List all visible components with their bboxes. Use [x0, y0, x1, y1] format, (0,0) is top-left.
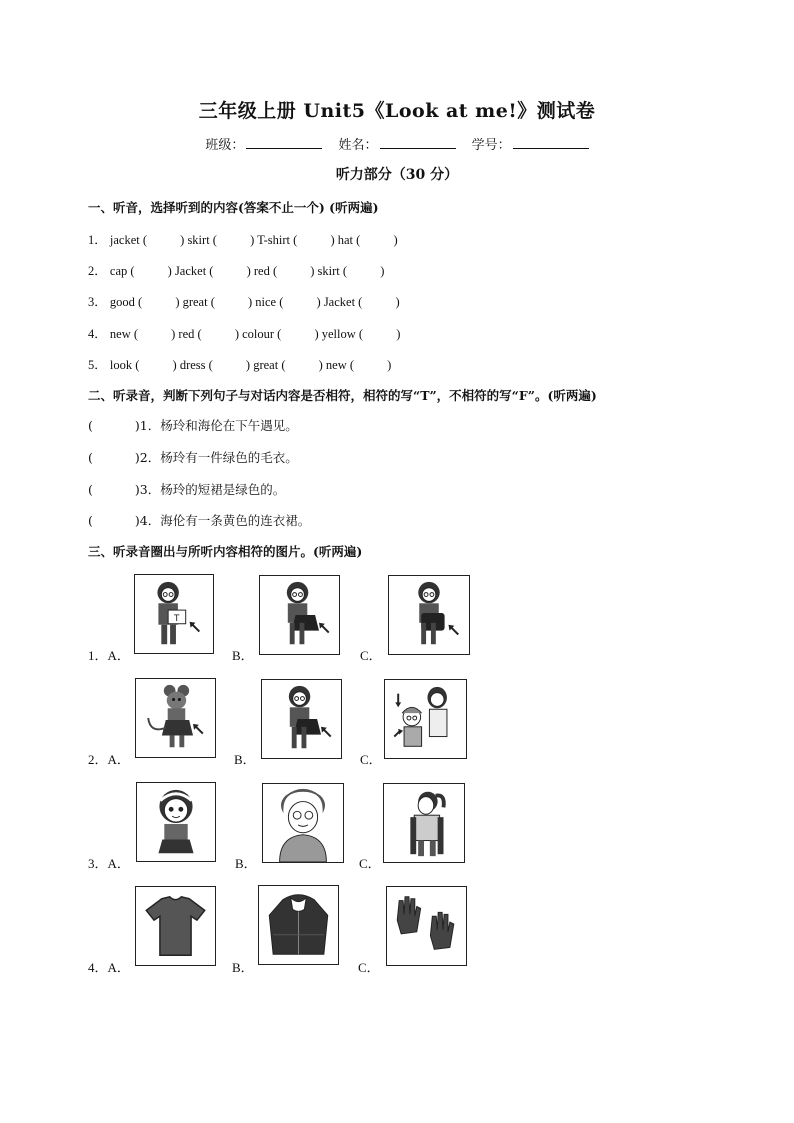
option-b-label: B．: [235, 856, 257, 871]
option-b-label: B．: [234, 752, 256, 767]
part3-heading: 三、听录音圈出与所听内容相符的图片。(听两遍): [88, 544, 363, 559]
option-text: ) Jacket (: [316, 295, 363, 309]
row-label: 1．A．: [88, 648, 130, 663]
grandma-icon: [263, 784, 343, 862]
open-paren: (: [88, 450, 93, 465]
class-label: 班级：: [205, 138, 245, 153]
row-label: 3．A．: [88, 856, 130, 871]
choice-1a[interactable]: [134, 574, 214, 654]
listening-header: 听力部分（30 分）: [335, 167, 459, 183]
option-text: cap (: [109, 264, 135, 278]
mother-daughter-icon: [385, 680, 466, 758]
option-b-label: B．: [232, 960, 254, 975]
tf-statement: )2．杨玲有一件绿色的毛衣。: [134, 450, 298, 465]
student-info: [0, 134, 794, 153]
option-text: ) T-shirt (: [250, 233, 298, 247]
row-label: 2．A．: [88, 752, 130, 767]
choice-2b[interactable]: [261, 679, 342, 759]
part2-heading: 二、听录音，判断下列句子与对话内容是否相符，相符的写“T”，不相符的写“F”。(听两遍): [88, 388, 597, 403]
option-text: ): [396, 327, 401, 341]
option-text: ): [393, 233, 398, 247]
choice-1b[interactable]: [259, 575, 340, 655]
name-blank[interactable]: [380, 136, 456, 149]
option-text: ) red (: [246, 264, 278, 278]
option-text: ) red (: [171, 327, 202, 341]
girl-skirt-icon: [260, 576, 339, 654]
gloves-icon: [387, 887, 466, 965]
option-text: ) new (: [318, 358, 355, 372]
part1-row: [88, 324, 402, 342]
option-text: ) nice (: [248, 295, 284, 309]
option-text: ) Jacket (: [167, 264, 214, 278]
choice-4a[interactable]: [135, 886, 216, 966]
row-number: 1．: [88, 233, 107, 247]
class-field[interactable]: [205, 134, 322, 153]
option-text: jacket (: [109, 233, 148, 247]
row-number: 2．: [88, 264, 107, 278]
name-label: 姓名：: [338, 138, 378, 153]
girl-skirt-icon: [262, 680, 341, 758]
tf-statement: )3．杨玲的短裙是绿色的。: [134, 482, 286, 497]
choice-3c[interactable]: [383, 783, 465, 863]
option-text: look (: [109, 358, 140, 372]
choice-3b[interactable]: [262, 783, 344, 863]
row-number: 4．: [88, 327, 107, 341]
tf-statement: )4．海伦有一条黄色的连衣裙。: [134, 513, 311, 528]
girl-jacket-icon: [389, 576, 469, 654]
row-label: 4．A．: [88, 960, 130, 975]
girl-headband-icon: [137, 783, 215, 861]
id-blank[interactable]: [513, 136, 589, 149]
option-text: ) colour (: [234, 327, 282, 341]
tf-item: [88, 448, 298, 466]
open-paren: (: [88, 418, 93, 433]
mouse-skirt-icon: [136, 679, 215, 757]
open-paren: (: [88, 513, 93, 528]
part1-row: [88, 355, 393, 373]
option-c-label: C．: [360, 648, 382, 663]
option-text: ) great (: [175, 295, 215, 309]
row-number: 5．: [88, 358, 107, 372]
option-text: ) dress (: [172, 358, 213, 372]
option-text: ): [395, 295, 400, 309]
option-text: new (: [109, 327, 139, 341]
tf-statement: )1．杨玲和海伦在下午遇见。: [134, 418, 298, 433]
option-text: ) skirt (: [180, 233, 217, 247]
svg-text:T: T: [174, 613, 180, 624]
option-text: ) skirt (: [310, 264, 348, 278]
choice-2a[interactable]: [135, 678, 216, 758]
part1-heading: 一、听音，选择听到的内容(答案不止一个) (听两遍): [88, 200, 379, 215]
choice-2c[interactable]: [384, 679, 467, 759]
open-paren: (: [88, 482, 93, 497]
tf-item: [88, 480, 285, 498]
option-text: ) hat (: [330, 233, 361, 247]
girl-tshirt-icon: [135, 575, 213, 653]
choice-1c[interactable]: [388, 575, 470, 655]
part1-row: [88, 230, 400, 248]
row-number: 3．: [88, 295, 107, 309]
option-text: ): [387, 358, 392, 372]
choice-4b[interactable]: [258, 885, 339, 965]
girl-ponytail-icon: [384, 784, 464, 862]
option-text: ) yellow (: [314, 327, 364, 341]
jacket-icon: [259, 886, 338, 964]
tshirt-icon: [136, 887, 215, 965]
name-field[interactable]: [338, 134, 455, 153]
option-c-label: C．: [358, 960, 380, 975]
option-c-label: C．: [360, 752, 382, 767]
option-c-label: C．: [359, 856, 381, 871]
option-text: ) great (: [245, 358, 286, 372]
choice-4c[interactable]: [386, 886, 467, 966]
id-label: 学号：: [471, 138, 511, 153]
choice-3a[interactable]: [136, 782, 216, 862]
part1-row: [88, 292, 402, 310]
option-b-label: B．: [232, 648, 254, 663]
option-text: good (: [109, 295, 143, 309]
part1-row: [88, 261, 386, 279]
page-title: 三年级上册 Unit5《Look at me!》测试卷: [198, 100, 596, 122]
class-blank[interactable]: [246, 136, 322, 149]
option-text: ): [380, 264, 385, 278]
id-field[interactable]: [472, 134, 589, 153]
tf-item: [88, 416, 298, 434]
tf-item: [88, 511, 310, 529]
